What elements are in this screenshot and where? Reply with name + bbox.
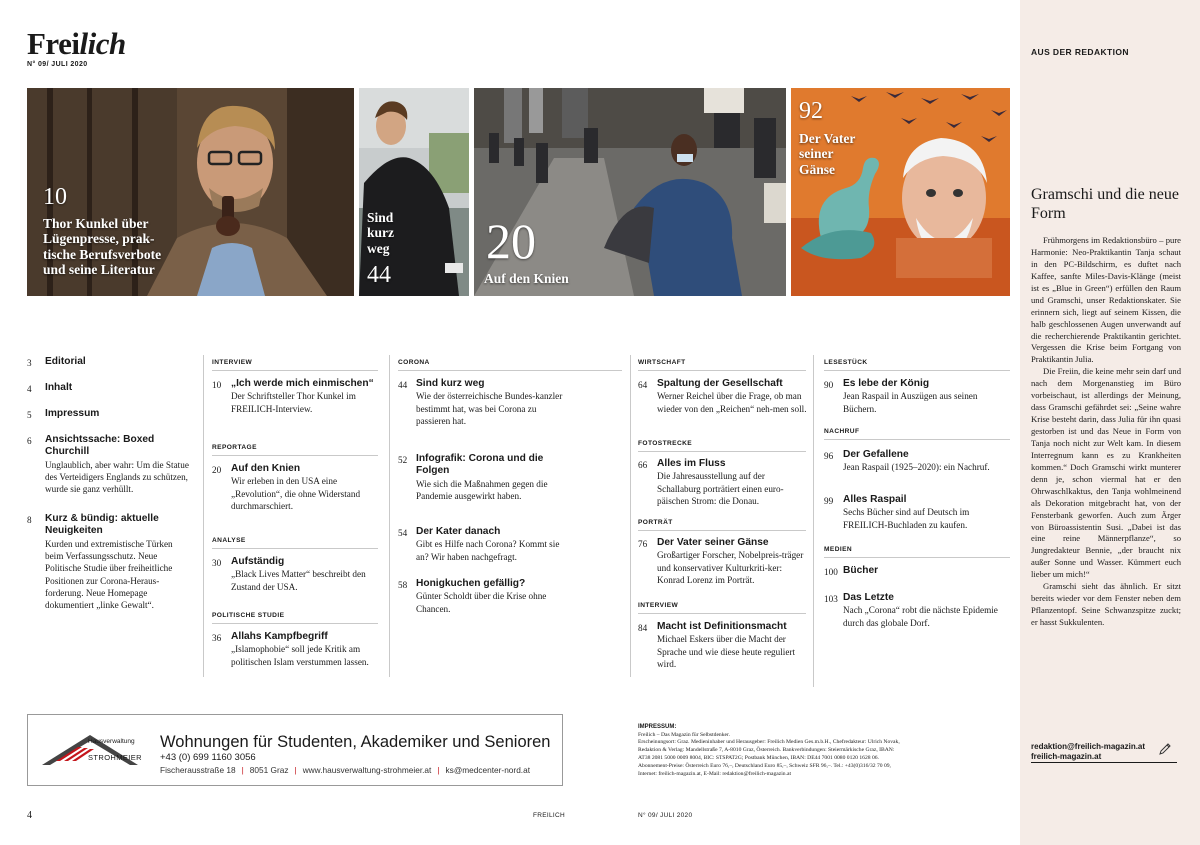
toc-entry[interactable] <box>824 378 1004 415</box>
toc-entry[interactable] <box>398 578 568 615</box>
section-rule <box>638 613 806 614</box>
toc-entry[interactable] <box>638 378 808 415</box>
entry-description: „Islamophobie“ soll jede Kritik am politischen Islam verstummen lassen. <box>231 644 369 667</box>
section-rule <box>212 455 378 456</box>
page-number: 10 <box>212 380 222 390</box>
entry-title: Inhalt <box>45 382 73 393</box>
tile-number: 92 <box>799 98 823 124</box>
caption-line: kurz <box>367 225 394 241</box>
page-number: 103 <box>824 594 838 604</box>
entry-description: Sechs Bücher sind auf Deutsch im FREILICH-Buchladen zu kaufen. <box>843 507 970 530</box>
toc-entry[interactable] <box>638 621 808 670</box>
page-number: 66 <box>638 460 648 470</box>
toc-entry[interactable] <box>824 449 1004 474</box>
tile-thor-kunkel[interactable] <box>27 88 354 296</box>
section-rule <box>824 439 1010 440</box>
section-rule <box>638 451 806 452</box>
entry-description: Jean Raspail in Auszügen aus seinen Büchern. <box>843 391 978 414</box>
entry-description: Die Jahresausstellung auf der Schallaburg porträtiert einen euro-päischen Strom: die Donau. <box>657 471 784 506</box>
entry-title: Impressum <box>45 408 100 419</box>
logo-italic: lich <box>79 26 126 61</box>
impressum-line: AT38 2081 5000 0009 8004, BIC: STSPAT2G; Postbank München, IBAN: DE44 7001 0080 0120 1628 06. <box>638 755 879 762</box>
entry-title: Der Vater seiner Gänse <box>657 537 769 548</box>
section-label: LESESTÜCK <box>824 359 868 366</box>
impressum-line: Internet: freilich-magazin.at, E-Mail: redaktion@freilich-magazin.at <box>638 771 792 778</box>
entry-description: Großartiger Forscher, Nobelpreis-träger und konservativer Kulturkriti-ker: Konrad Lorenz im Porträt. <box>657 550 804 585</box>
ad-brand: STROHMEIER <box>88 753 143 762</box>
page-number: 5 <box>27 410 32 420</box>
entry-title: Kurz & bündig: aktuelle Neuigkeiten <box>45 513 159 537</box>
entry-description: Kurden und extremistische Türken beim Verfassungsschutz. Neue Politische Studie über freiheitliche Positionen zur Corona-Heraus-forderung. Neue Homepage dokumentiert „linke Gewalt“. <box>45 538 173 611</box>
ad-address: Fischerausstraße 18 <box>160 765 236 775</box>
page-number: 64 <box>638 380 648 390</box>
section-rule <box>212 623 378 624</box>
toc-entry[interactable] <box>638 458 808 507</box>
toc-entry[interactable] <box>27 434 192 496</box>
entry-description: Wie der österreichische Bundes-kanzler bestimmt hat, was bei Corona zu passieren hat. <box>416 391 563 426</box>
section-rule <box>212 370 378 371</box>
entry-title: Alles Raspail <box>843 494 907 505</box>
entry-description: Nach „Corona“ robt die nächste Epidemie durch das globale Dorf. <box>843 605 998 628</box>
magazine-logo <box>27 26 126 62</box>
page-number: 96 <box>824 451 834 461</box>
section-label: POLITISCHE STUDIE <box>212 612 285 619</box>
entry-title: Infografik: Corona und die Folgen <box>416 453 544 477</box>
entry-title: Allahs Kampfbegriff <box>231 631 328 642</box>
impressum <box>638 723 1008 779</box>
contact-email-link[interactable]: redaktion@freilich-magazin.at <box>1031 742 1146 751</box>
column-divider <box>203 355 204 677</box>
page-number: 20 <box>212 465 222 475</box>
section-rule <box>212 548 378 549</box>
entry-title: Ansichtssache: Boxed Churchill <box>45 434 155 458</box>
page-number: 99 <box>824 496 834 506</box>
entry-title: Editorial <box>45 356 86 367</box>
tile-sind-kurz-weg[interactable] <box>359 88 469 296</box>
section-rule <box>824 557 1010 558</box>
contact-website-link[interactable]: freilich-magazin.at <box>1031 752 1102 762</box>
caption-line: seiner <box>799 146 834 162</box>
page-number: 44 <box>398 380 408 390</box>
toc-entry[interactable] <box>824 494 1004 531</box>
entry-description: Wir erleben in den USA eine „Revolution“, die ohne Widerstand durchmarschiert. <box>231 476 361 511</box>
section-rule <box>638 370 806 371</box>
page-number: 4 <box>27 384 32 394</box>
section-label: PORTRÄT <box>638 519 673 526</box>
section-label: MEDIEN <box>824 546 853 553</box>
toc-entry[interactable] <box>824 592 1004 629</box>
logo-main: Frei <box>27 26 80 61</box>
roof-logo-icon <box>40 731 143 769</box>
toc-entry[interactable] <box>398 378 568 427</box>
impressum-line: Erscheinungsort: Graz. Medieninhaber und Herausgeber: Freilich Medien Ges.m.b.H., Chefredakteur: Ulrich Novak, <box>638 739 900 746</box>
page-number: 52 <box>398 455 408 465</box>
ad-phone[interactable]: +43 (0) 699 1160 3056 <box>160 752 256 763</box>
footer-issue: N° 09/ JULI 2020 <box>638 812 693 819</box>
tile-caption <box>799 131 855 177</box>
ad-email-link[interactable]: ks@medcenter-nord.at <box>445 765 531 775</box>
ad-contact-line: Fischerausstraße 18 | 8051 Graz | www.hausverwaltung-strohmeier.at | ks@medcenter-nord.at <box>160 765 531 775</box>
sidebar-paragraph: Frühmorgens im Redaktionsbüro – pure Harmonie: Neo-Praktikantin Tanja schaut in den PC-Bildschirm, es duftet nach Kaffee, sanfte Miles-Davis-Klänge (meist ist es „Blue in Green“) erfüllen den Raum und Gramschi, unser Redaktionskater. Sie erinnern sich, liegt auf seinem Kissen, die halb geschlossenen Augen unverwandt auf die recherchierende Praktikantin gerichtet. Vergessen die Krise beim Fortgang von Praktikantin Julia. <box>1031 235 1181 365</box>
footer-magazine: FREILICH <box>533 812 566 819</box>
impressum-line: Abonnement-Preise: Österreich Euro 76,–, Deutschland Euro 85,–, Schweiz SFR 96,–. Tel.: +43(0)316/32 70 09, <box>638 763 891 770</box>
issue-label: N° 09/ JULI 2020 <box>27 61 88 68</box>
impressum-line: Freilich – Das Magazin für Selbstdenker. <box>638 731 730 738</box>
entry-title: Es lebe der König <box>843 378 930 389</box>
entry-description: Jean Raspail (1925–2020): ein Nachruf. <box>843 462 990 473</box>
column-divider <box>389 355 390 677</box>
footer-page-number: 4 <box>27 810 32 821</box>
tile-caption <box>367 210 394 256</box>
sidebar-contact <box>1031 742 1145 763</box>
section-label: CORONA <box>398 359 430 366</box>
page-number: 6 <box>27 436 32 446</box>
entry-title: Spaltung der Gesellschaft <box>657 378 783 389</box>
toc-entry[interactable] <box>824 565 1004 577</box>
entry-title: Der Gefallene <box>843 449 909 460</box>
caption-line: weg <box>367 240 390 256</box>
toc-entry[interactable] <box>398 526 568 563</box>
column-divider <box>813 355 814 687</box>
entry-description: Gibt es Hilfe nach Corona? Kommt sie an? Wir haben nachgefragt. <box>416 539 560 562</box>
page-number: 54 <box>398 528 408 538</box>
entry-title: Alles im Fluss <box>657 458 726 469</box>
caption-line: Auf den Knien <box>484 271 569 286</box>
sidebar-rule <box>1031 762 1177 763</box>
page-number: 76 <box>638 539 648 549</box>
sidebar-title: Gramschi und die neue Form <box>1031 186 1179 223</box>
entry-title: Macht ist Definitionsmacht <box>657 621 787 632</box>
page-number: 58 <box>398 580 408 590</box>
entry-title: Das Letzte <box>843 592 894 603</box>
section-label: INTERVIEW <box>212 359 253 366</box>
section-rule <box>638 530 806 531</box>
entry-title: „Ich werde mich einmischen“ <box>231 378 374 389</box>
toc-entry[interactable] <box>27 382 192 394</box>
caption-line: tische Berufsverbote <box>43 246 162 262</box>
sidebar-paragraph: Die Freiin, die keine mehr sein darf und nach dem Morgenanstieg im Büro vorbeischaut, ist allerdings der Meinung, dass Gramschi gefährdet sei: „Seine wahre Krise besteht darin, dass Julia für ihn quasi gestorben ist und das Neue in Form von Tanja noch nicht zur Welt kam. In diesem Interregnum kann es zu Krankheiten kommen.“ Doch Gramschi wirkt munterer denn je, schon viermal hat er den Ohrwaschlkaktus, den Tanja wohlmeinend als Dekoration mitgebracht hat, von der Fensterbank geworfen. Auch zum Ärger von Büroassistentin Susi. „Dabei ist das eine reine Männerpflanze“, so Jungredakteur Bennie, „der braucht nix außer Sonne und Wasser. Kümmert euch lieber um mich!“ <box>1031 366 1181 580</box>
toc-entry[interactable] <box>638 537 808 586</box>
entry-description: Wie sich die Maßnahmen gegen die Pandemie ausgewirkt haben. <box>416 478 548 502</box>
entry-title: Sind kurz weg <box>416 378 485 389</box>
caption-line: Thor Kunkel über <box>43 216 149 231</box>
entry-description: Günter Scholdt über die Krise ohne Chancen. <box>416 591 547 614</box>
toc-entry[interactable] <box>212 463 382 512</box>
section-label: NACHRUF <box>824 428 860 435</box>
section-rule <box>824 370 1010 371</box>
page-number: 36 <box>212 633 222 643</box>
impressum-title: IMPRESSUM: <box>638 724 677 730</box>
ad-title: Wohnungen für Studenten, Akademiker und Senioren <box>160 733 551 751</box>
impressum-line: Redaktion & Verlag: Mandellstraße 7, A-8010 Graz, Österreich. Bankverbindungen: Steiermärkische Graz, IBAN: <box>638 747 895 754</box>
pen-icon <box>1158 742 1172 756</box>
entry-description: Michael Eskers über die Macht der Sprache und wie diese heute reguliert wird. <box>657 634 796 669</box>
caption-line: und seine Literatur <box>43 261 155 277</box>
ad-website-link[interactable]: www.hausverwaltung-strohmeier.at <box>302 765 432 775</box>
page-number: 3 <box>27 358 32 368</box>
toc-entry[interactable] <box>27 356 192 368</box>
entry-title: Bücher <box>843 565 879 576</box>
sidebar-heading: AUS DER REDAKTION <box>1031 47 1129 57</box>
toc-entry[interactable] <box>27 513 192 611</box>
tile-caption <box>484 271 569 286</box>
section-label: ANALYSE <box>212 537 246 544</box>
page-number: 90 <box>824 380 834 390</box>
entry-description: „Black Lives Matter“ beschreibt den Zustand der USA. <box>231 569 366 592</box>
caption-line: Lügenpresse, prak- <box>43 231 155 247</box>
page-number: 30 <box>212 558 222 568</box>
ad-brand-small: Hausverwaltung <box>88 738 135 745</box>
entry-description: Der Schriftsteller Thor Kunkel im FREILICH-Interview. <box>231 391 356 414</box>
section-label: REPORTAGE <box>212 444 257 451</box>
entry-title: Aufständig <box>231 556 285 567</box>
section-rule <box>398 370 622 371</box>
caption-line: Sind <box>367 210 394 225</box>
toc-entry[interactable] <box>398 453 568 502</box>
sidebar-body <box>1031 235 1181 629</box>
tile-auf-den-knien[interactable] <box>474 88 786 296</box>
entry-description: Werner Reichel über die Frage, ob man wieder von den „Reichen“ neh-men soll. <box>657 391 807 414</box>
tile-caption <box>43 216 161 277</box>
section-label: INTERVIEW <box>638 602 679 609</box>
tile-number: 20 <box>486 213 536 269</box>
caption-line: Gänse <box>799 161 836 177</box>
page-number: 8 <box>27 515 32 525</box>
entry-title: Auf den Knien <box>231 463 301 474</box>
entry-description: Unglaublich, aber wahr: Um die Statue des Verteidigers Englands zu schützen, wurde sie ganz verhüllt. <box>45 459 189 495</box>
tile-number: 10 <box>43 184 67 210</box>
tile-vater-seiner-gaense[interactable] <box>791 88 1010 296</box>
caption-line: Der Vater <box>799 131 856 146</box>
page-number: 84 <box>638 623 648 633</box>
illustration-lorenz-geese <box>791 88 1010 296</box>
section-label: FOTOSTRECKE <box>638 440 693 447</box>
page-number: 100 <box>824 567 838 577</box>
toc-entry[interactable] <box>212 556 382 593</box>
toc-entry[interactable] <box>27 408 192 420</box>
entry-title: Der Kater danach <box>416 526 501 537</box>
sidebar-paragraph: Gramschi sieht das ähnlich. Er sitzt bereits wieder vor dem Fenster neben dem Pflanzentopf. Seine Schwanzspitze zuckt; er hasst Sukkulenten. <box>1031 581 1181 627</box>
section-label: WIRTSCHAFT <box>638 359 686 366</box>
column-divider <box>630 355 631 677</box>
ad-city: 8051 Graz <box>249 765 289 775</box>
toc-entry[interactable] <box>212 631 382 668</box>
entry-title: Honigkuchen gefällig? <box>416 578 526 589</box>
tile-number: 44 <box>367 262 391 288</box>
toc-entry[interactable] <box>212 378 382 415</box>
